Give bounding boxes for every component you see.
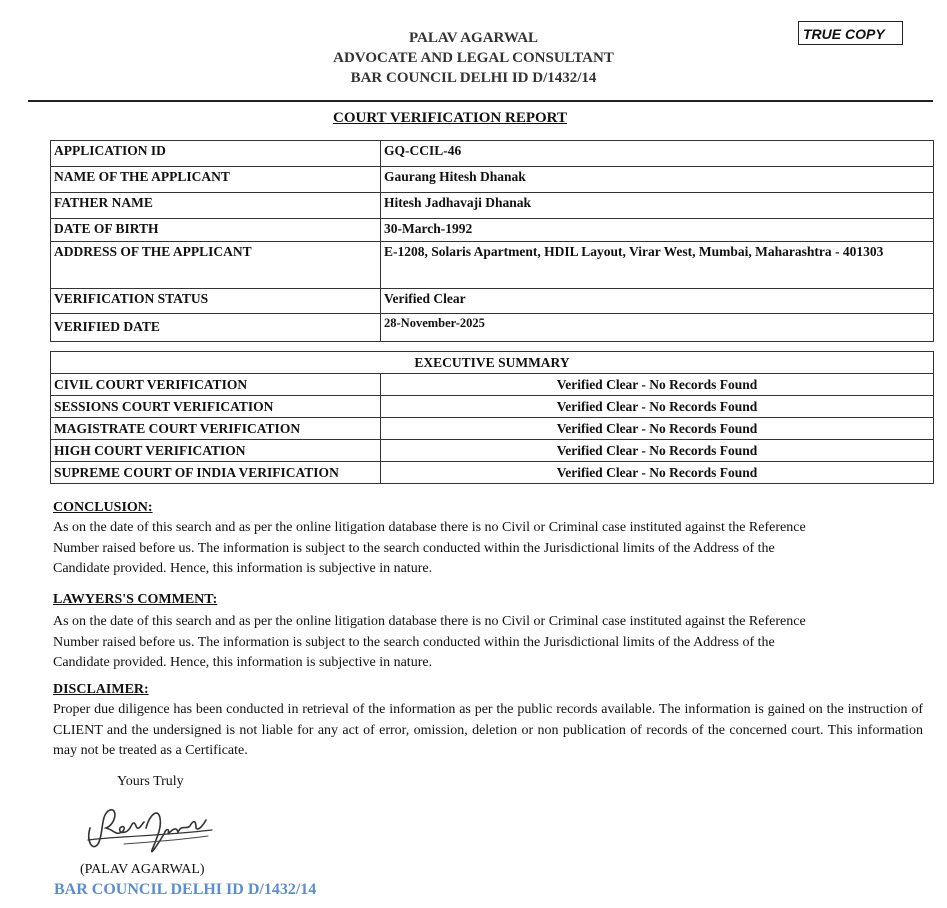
conclusion-text [53, 518, 923, 580]
applicant-details-table [50, 140, 934, 342]
field-label: VERIFIED DATE [51, 314, 381, 342]
summary-heading-row [51, 352, 934, 374]
conclusion-line: As on the date of this search and as per the online litigation database there is no Civil or Criminal case instituted against the Reference [53, 520, 806, 535]
table-row [51, 219, 934, 242]
field-value: 30-March-1992 [381, 219, 934, 242]
field-value: E-1208, Solaris Apartment, HDIL Layout, Virar West, Mumbai, Maharashtra - 401303 [381, 242, 934, 289]
comment-line: Number raised before us. The information is subject to the search conducted within the Jurisdictional limits of the Address of the [53, 634, 775, 650]
lawyer-bar-id: BAR COUNCIL DELHI ID D/1432/14 [350, 70, 597, 86]
field-value: Hitesh Jadhavaji Dhanak [381, 193, 934, 219]
disclaimer-text: Proper due diligence has been conducted in retrieval of the information as per the public records available. The information is gained on the instruction of CLIENT and the undersigned is not liable for any act of error, omission, deletion or non publication of records of the concerned court. This information may not be treated as a Certificate. [53, 702, 923, 758]
field-label: VERIFICATION STATUS [51, 289, 381, 314]
field-label: DATE OF BIRTH [51, 219, 381, 242]
court-label: CIVIL COURT VERIFICATION [51, 374, 381, 396]
table-row [51, 396, 934, 418]
court-result: Verified Clear - No Records Found [381, 462, 934, 484]
table-row [51, 141, 934, 167]
summary-heading: EXECUTIVE SUMMARY [51, 352, 934, 374]
court-result: Verified Clear - No Records Found [381, 418, 934, 440]
conclusion-line: Candidate provided. Hence, this information is subjective in nature. [53, 561, 433, 576]
table-row [51, 167, 934, 193]
comment-line: Candidate provided. Hence, this information is subjective in nature. [53, 655, 433, 670]
field-label: FATHER NAME [51, 193, 381, 219]
closing-salutation: Yours Truly [117, 774, 184, 789]
field-label: NAME OF THE APPLICANT [51, 167, 381, 193]
signature-scribble [80, 800, 220, 858]
signatory-name: (PALAV AGARWAL) [80, 862, 205, 877]
table-row [51, 440, 934, 462]
court-result: Verified Clear - No Records Found [381, 374, 934, 396]
field-label: APPLICATION ID [51, 141, 381, 167]
field-value: Gaurang Hitesh Dhanak [381, 167, 934, 193]
court-label: SUPREME COURT OF INDIA VERIFICATION [51, 462, 381, 484]
signature [80, 800, 220, 863]
conclusion-line: Number raised before us. The information is subject to the search conducted within the Jurisdictional limits of the Address of the [53, 540, 775, 556]
table-row [51, 242, 934, 289]
lawyer-role: ADVOCATE AND LEGAL CONSULTANT [333, 50, 614, 66]
lawyers-comment-heading: LAWYERS'S COMMENT: [53, 592, 218, 607]
table-row [51, 374, 934, 396]
header-divider [28, 100, 933, 102]
table-row [51, 314, 934, 342]
table-row [51, 418, 934, 440]
court-result: Verified Clear - No Records Found [381, 396, 934, 418]
comment-line: As on the date of this search and as per the online litigation database there is no Civil or Criminal case instituted against the Reference [53, 614, 806, 629]
court-label: MAGISTRATE COURT VERIFICATION [51, 418, 381, 440]
table-row [51, 289, 934, 314]
executive-summary-table [50, 351, 934, 484]
table-row [51, 193, 934, 219]
field-label: ADDRESS OF THE APPLICANT [51, 242, 381, 289]
disclaimer-heading: DISCLAIMER: [53, 682, 149, 697]
field-value: Verified Clear [381, 289, 934, 314]
report-title: COURT VERIFICATION REPORT [333, 110, 567, 126]
true-copy-stamp: TRUE COPY [798, 21, 903, 45]
lawyer-name: PALAV AGARWAL [408, 30, 539, 46]
court-result: Verified Clear - No Records Found [381, 440, 934, 462]
court-label: SESSIONS COURT VERIFICATION [51, 396, 381, 418]
court-label: HIGH COURT VERIFICATION [51, 440, 381, 462]
field-value: 28-November-2025 [381, 314, 934, 342]
lawyers-comment-text [53, 612, 923, 674]
table-row [51, 462, 934, 484]
field-value: GQ-CCIL-46 [381, 141, 934, 167]
signatory-bar-id: BAR COUNCIL DELHI ID D/1432/14 [54, 881, 317, 898]
conclusion-heading: CONCLUSION: [53, 500, 153, 515]
